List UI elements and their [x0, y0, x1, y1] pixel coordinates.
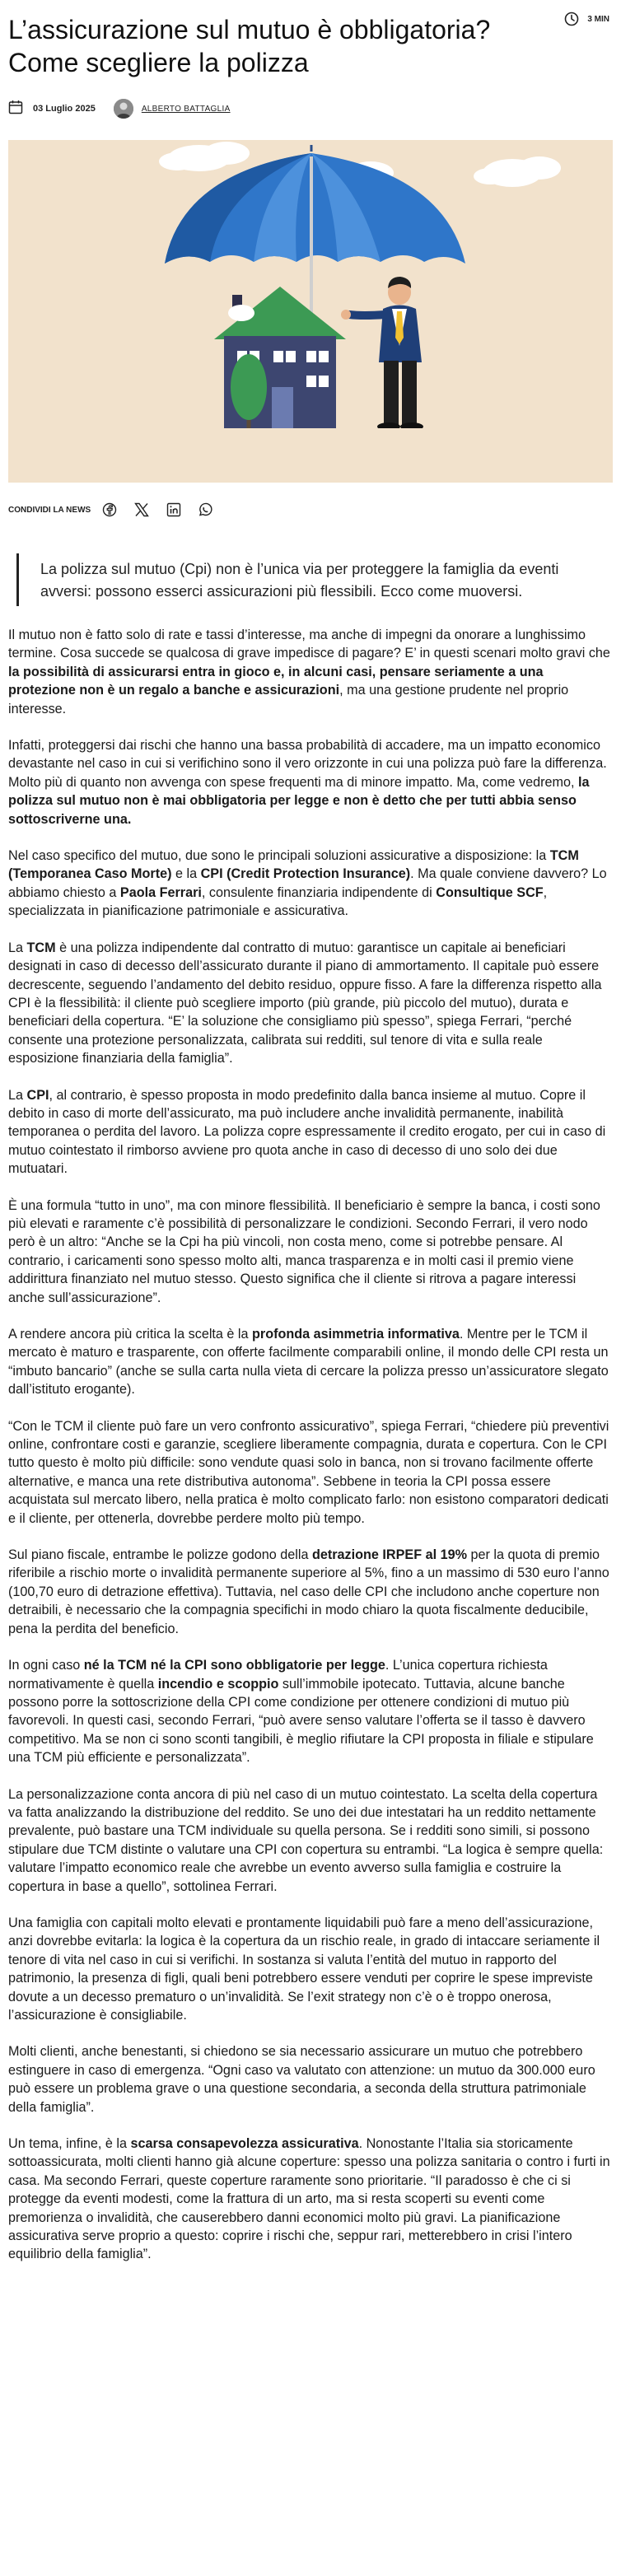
read-time: [564, 12, 609, 26]
clock-icon: [564, 12, 579, 26]
hero-illustration: [8, 140, 613, 483]
paragraph: Sul piano fiscale, entrambe le polizze godono della detrazione IRPEF al 19% per la quota di premio riferibile a rischio morte o invalidità permanente superiore al 5%, fino a un massimo di 530 euro l’anno (100,70 euro di detrazione effettiva). Tuttavia, nel caso delle CPI che includono anche coperture non detraibili, è necessario che la compagnia specifichi in modo chiaro la quota fiscalmente deducibile, pena la perdita del beneficio.: [8, 1547, 609, 1636]
paragraph: A rendere ancora più critica la scelta è la profonda asimmetria informativa. Mentre per le TCM il mercato è maturo e trasparente, con offerte facilmente comparabili online, il mondo delle CPI resta un “imbuto bancario” (anche se sulla carta nulla vieta di cercare la polizza presso un’assicuratore slegato dall’istituto erogante).: [8, 1327, 609, 1398]
paragraph: Un tema, infine, è la scarsa consapevolezza assicurativa. Nonostante l’Italia sia storicamente sottoassicurata, molti clienti hanno già alcune coperture: spesso una polizza sanitaria o contro i furti in casa. Ma secondo Ferrari, queste coperture raramente sono prioritarie. “Il paradosso è che ci si protegge da eventi modesti, come la frattura di un arto, ma si resta scoperti su eventi come premorienza o invalidità, che causerebbero danni economici molto più gravi. La pianificazione assicurativa serve proprio a questo: coprire i rischi che, seppur rari, metterebbero in crisi l’intero equilibrio della famiglia”.: [8, 2136, 610, 2262]
share-label: CONDIVIDI LA NEWS: [8, 505, 91, 515]
publish-date: 03 Luglio 2025: [33, 104, 96, 114]
share-bar: [8, 499, 613, 520]
paragraph: In ogni caso né la TCM né la CPI sono obbligatorie per legge. L’unica copertura richiesta normativamente è quella incendio e scoppio sull’immobile ipotecato. Tuttavia, alcune banche possono porre la sottoscrizione della CPI come condizione per ottenere condizioni di mutuo più favorevoli. In questi casi, secondo Ferrari, “può avere senso valutare l’offerta se il tasso è davvero competitivo. Ma se non ci sono sconti tangibili, è meglio rifiutare la CPI proposta in filiale e stipulare una TCM più efficiente e personalizzata”.: [8, 1658, 594, 1766]
article-body: [8, 626, 613, 2264]
article-header: [8, 0, 613, 79]
calendar-icon: [8, 100, 23, 119]
article-lead: La polizza sul mutuo (Cpi) non è l’unica via per proteggere la famiglia da eventi avversi: possono esserci assicurazioni più flessibili. Ecco come muoversi.: [16, 553, 605, 606]
paragraph: La TCM è una polizza indipendente dal contratto di mutuo: garantisce un capitale ai beneficiari designati in caso di decesso dell’assicurato durante il piano di ammortamento. Il capitale può essere decrescente, seguendo l’andamento del debito residuo, oppure fisso. A fare la differenza rispetto alla CPI è la flessibilità: il cliente può scegliere importo (più grande, più piccolo del mutuo), durata e beneficiari della copertura. “E’ la soluzione che consigliamo più spesso”, spiega Ferrari, “perché consente una protezione personalizzata, calibrata sui redditi, sul tenore di vita e sulla reale esposizione finanziaria della famiglia”.: [8, 940, 602, 1066]
paragraph: Nel caso specifico del mutuo, due sono le principali soluzioni assicurative a disposizione: la TCM (Temporanea Caso Morte) e la CPI (Credit Protection Insurance). Ma quale conviene davvero? Lo abbiamo chiesto a Paola Ferrari, consulente finanziaria indipendente di Consultique SCF, specializzata in pianificazione patrimoniale e assicurativa.: [8, 848, 607, 919]
paragraph: Molti clienti, anche benestanti, si chiedono se sia necessario assicurare un mutuo che potrebbero estinguere in caso di emergenza. “Ogni caso va valutato con attenzione: un mutuo da 300.000 euro può essere un problema grave o una questione secondaria, a seconda della struttura patrimoniale della famiglia”.: [8, 2044, 595, 2115]
author-link[interactable]: ALBERTO BATTAGLIA: [141, 104, 231, 114]
article-meta: [8, 97, 613, 120]
paragraph: La CPI, al contrario, è spesso proposta in modo predefinito dalla banca insieme al mutuo. Copre il debito in caso di morte dell’assicurato, ma può includere anche invalidità permanente, inabilità temporanea o perdita del lavoro. La polizza copre espressamente il credito erogato, per cui in caso di mutuo cointestato il rimborso avviene pro quota anche in caso di decesso di uno solo dei due mutuatari.: [8, 1087, 606, 1177]
whatsapp-icon[interactable]: [198, 502, 212, 517]
paragraph: “Con le TCM il cliente può fare un vero confronto assicurativo”, spiega Ferrari, “chiedere più preventivi online, confrontare costi e garanzie, scegliere liberamente compagnia, durata e copertura. Con le CPI tutto questo è molto più difficile: sono vendute quasi solo in banca, non si trovano facilmente offerte alternative, e manca una rete distributiva autonoma”. Sebbene in teoria la CPI possa essere acquistata sul mercato libero, nella pratica è molto complicato farlo: non esistono comparatori dedicati e il cliente, per ottenerla, dovrebbe perdere molto più tempo.: [8, 1418, 609, 1526]
read-time-label: 3 MIN: [587, 14, 609, 24]
paragraph: Il mutuo non è fatto solo di rate e tassi d’interesse, ma anche di impegni da onorare a lunghissimo termine. Cosa succede se qualcosa di grave impedisce di pagare? E’ in questi scenari molto gravi che la possibilità di assicurarsi entra in gioco e, in alcuni casi, pensare seriamente a una protezione non è un regalo a banche e assicurazioni, ma una gestione prudente nel proprio interesse.: [8, 628, 610, 716]
paragraph: Una famiglia con capitali molto elevati e prontamente liquidabili può fare a meno dell’assicurazione, anzi dovrebbe evitarla: la logica è la copertura da un rischio reale, in grado di intaccare seriamente il tenore di vita nel caso in cui si verifichi. In sostanza si valuta l’entità del mutuo in rapporto del patrimonio, la presenza di figli, quali beni potrebbero essere venduti per coprire le spese impreviste dovute a un decesso prematuro o un’invalidità. Se l’exit strategy non c’è o è troppo onerosa, l’assicurazione è consigliabile.: [8, 1915, 600, 2023]
paragraph: È una formula “tutto in uno”, ma con minore flessibilità. Il beneficiario è sempre la banca, i costi sono più elevati e raramente c’è possibilità di personalizzare le condizioni. Secondo Ferrari, il vero nodo però è un altro: “Anche se la Cpi ha più vincoli, non costa meno, come si potrebbe pensare. Al contrario, i caricamenti sono spesso molto alti, manca trasparenza e in molti casi il premio viene addirittura finanziato nel mutuo stesso. Questo significa che il cliente si ritrova a pagare interessi anche sull’assicurazione”.: [8, 1197, 600, 1305]
article-title: L’assicurazione sul mutuo è obbligatoria? Come scegliere la polizza: [8, 15, 491, 77]
linkedin-icon[interactable]: [166, 502, 181, 517]
author-avatar: [114, 99, 133, 119]
paragraph: Infatti, proteggersi dai rischi che hanno una bassa probabilità di accadere, ma un impatto economico devastante nel caso in cui si verifichino sono il vero orizzonte in cui una polizza può fare la differenza. Molto più di quanto non avvenga con spese frequenti ma di minore impatto. Ma, come vedremo, la polizza sul mutuo non è mai obbligatoria per legge e non è detto che per tutti abbia senso sottoscriverne una.: [8, 738, 607, 827]
paragraph: La personalizzazione conta ancora di più nel caso di un mutuo cointestato. La scelta della copertura va fatta analizzando la distribuzione del reddito. Se uno dei due intestatari ha un reddito nettamente prevalente, può bastare una TCM individuale su quella persona. Se i redditi sono simili, si possono stipulare due TCM distinte o valutare una CPI con copertura su entrambi. “La logica è sempre quella: valutare l’impatto economico reale che avrebbe un evento avverso sulla famiglia e costruire la copertura in base a quello”, sottolinea Ferrari.: [8, 1786, 604, 1894]
x-icon[interactable]: [133, 502, 150, 518]
facebook-icon[interactable]: [102, 502, 117, 517]
